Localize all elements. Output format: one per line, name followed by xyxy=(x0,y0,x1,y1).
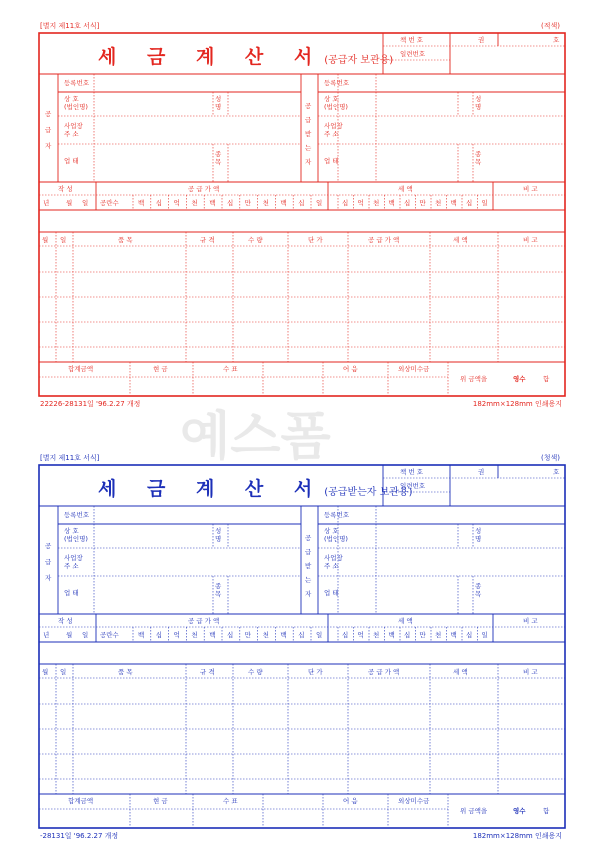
book-unit-label: 호 xyxy=(553,36,560,44)
invoice-grid xyxy=(38,32,566,397)
col-tax: 세 액 xyxy=(453,236,468,244)
business-label: 업 태 xyxy=(324,589,339,597)
digit-label: 십 xyxy=(298,199,305,207)
book-unit-label: 호 xyxy=(553,468,560,476)
remarks-label: 비 고 xyxy=(523,185,538,193)
digit-label: 만 xyxy=(244,199,252,207)
item-type-label: 종 xyxy=(475,582,482,590)
company-label: 상 호 xyxy=(324,527,339,535)
serial-number-label: 일련번호 xyxy=(400,482,426,490)
check-label: 수 표 xyxy=(223,797,238,805)
watermark-logo xyxy=(170,392,420,472)
col-price: 단 가 xyxy=(308,668,323,676)
address-label: 주 소 xyxy=(324,130,339,138)
reg-number-label: 등록번호 xyxy=(324,511,350,519)
digit-label: 십 xyxy=(155,199,163,207)
col-remarks: 비 고 xyxy=(523,668,538,676)
item-type-label: 목 xyxy=(475,590,482,598)
address-label: 주 소 xyxy=(324,562,339,570)
supplier-side-label: 공 xyxy=(45,542,52,550)
supplier-side-label: 급 xyxy=(45,126,52,134)
tax-label: 세 액 xyxy=(398,185,413,193)
col-supply: 공 급 가 액 xyxy=(368,668,400,676)
check-label: 수 표 xyxy=(223,365,238,373)
tax-digit-label: 천 xyxy=(435,199,442,207)
book-unit-label: 권 xyxy=(478,36,485,44)
receipt-prefix: 위 금액을 xyxy=(460,375,488,383)
tax-digit-label: 백 xyxy=(450,631,457,639)
digit-label: 백 xyxy=(138,199,145,207)
cash-label: 현 금 xyxy=(153,797,168,805)
receipt-word: 영수 xyxy=(513,375,526,383)
form-number: [별지 제11호 서식] xyxy=(40,454,100,462)
name-label: 성 xyxy=(215,527,222,535)
name-label: 명 xyxy=(215,535,222,543)
company-sub-label: (법인명) xyxy=(324,535,348,543)
digit-label: 억 xyxy=(173,199,180,207)
name-label: 명 xyxy=(475,103,482,111)
col-supply: 공 급 가 액 xyxy=(368,236,400,244)
digit-label: 백 xyxy=(209,631,216,639)
digit-label: 십 xyxy=(298,631,305,639)
blank-count-label: 공란수 xyxy=(100,631,119,639)
address-label: 사업장 xyxy=(64,554,83,562)
tax-digit-label: 십 xyxy=(342,631,349,639)
invoice-title: 세 금 계 산 서(공급자 보관용) xyxy=(98,46,394,68)
supply-value-label: 공 급 가 액 xyxy=(188,185,220,193)
tax-digit-label: 만 xyxy=(419,199,426,207)
col-day: 일 xyxy=(60,668,67,676)
tax-digit-label: 천 xyxy=(435,631,442,639)
tax-digit-label: 십 xyxy=(404,631,411,639)
receiver-side-label: 받 xyxy=(305,562,312,570)
digit-label: 일 xyxy=(316,631,323,639)
footer-left: 22226-28131일 '96.2.27 개정 xyxy=(40,400,141,408)
tax-digit-label: 천 xyxy=(373,631,380,639)
address-label: 사업장 xyxy=(324,122,343,130)
company-label: 상 호 xyxy=(324,95,339,103)
tax-digit-label: 일 xyxy=(481,631,488,639)
total-label: 합계금액 xyxy=(68,365,94,373)
digit-label: 백 xyxy=(209,199,216,207)
total-label: 합계금액 xyxy=(68,797,94,805)
tax-digit-label: 백 xyxy=(388,631,395,639)
receipt-prefix: 위 금액을 xyxy=(460,807,488,815)
col-item: 품 목 xyxy=(118,236,133,244)
digit-label: 백 xyxy=(280,199,287,207)
tax-digit-label: 백 xyxy=(450,199,457,207)
digit-label: 천 xyxy=(191,631,198,639)
supplier-side-label: 급 xyxy=(45,558,52,566)
digit-label: 일 xyxy=(316,199,323,207)
digit-label: 천 xyxy=(262,631,269,639)
col-qty: 수 량 xyxy=(248,236,263,244)
tax-digit-label: 일 xyxy=(481,199,488,207)
receiver-side-label: 받 xyxy=(305,130,312,138)
business-label: 업 태 xyxy=(64,589,79,597)
item-type-label: 종 xyxy=(215,582,222,590)
note-label: 어 음 xyxy=(343,365,358,373)
tax-label: 세 액 xyxy=(398,617,413,625)
supplier-side-label: 공 xyxy=(45,110,52,118)
tax-digit-label: 억 xyxy=(357,631,364,639)
footer-right: 182mm×128mm 인쇄용지 xyxy=(472,400,562,408)
receipt-word: 영수 xyxy=(513,807,526,815)
digit-label: 천 xyxy=(262,199,269,207)
month-label: 월 xyxy=(66,199,73,207)
receiver-side-label: 는 xyxy=(305,576,312,584)
col-qty: 수 량 xyxy=(248,668,263,676)
receiver-side-label: 공 xyxy=(305,102,312,110)
digit-label: 천 xyxy=(191,199,198,207)
invoice-title: 세 금 계 산 서(공급받는자 보관용) xyxy=(98,478,413,500)
company-sub-label: (법인명) xyxy=(324,103,348,111)
receiver-side-label: 자 xyxy=(305,158,312,166)
credit-label: 외상미수금 xyxy=(398,365,430,373)
name-label: 성 xyxy=(215,95,222,103)
digit-label: 만 xyxy=(244,631,252,639)
created-label: 작 성 xyxy=(58,185,73,193)
tax-digit-label: 억 xyxy=(357,199,364,207)
col-item: 품 목 xyxy=(118,668,133,676)
copy-marker: (적색) xyxy=(541,22,560,30)
col-spec: 규 격 xyxy=(200,668,215,676)
svg-text:예스폼: 예스폼 xyxy=(180,407,331,467)
col-day: 일 xyxy=(60,236,67,244)
company-label: 상 호 xyxy=(64,527,79,535)
footer-right: 182mm×128mm 인쇄용지 xyxy=(472,832,562,840)
receiver-side-label: 공 xyxy=(305,534,312,542)
tax-digit-label: 만 xyxy=(419,631,426,639)
digit-label: 십 xyxy=(227,199,234,207)
col-tax: 세 액 xyxy=(453,668,468,676)
supplier-side-label: 자 xyxy=(45,142,52,150)
receipt-suffix: 함 xyxy=(543,807,550,815)
digit-label: 백 xyxy=(138,631,145,639)
item-type-label: 목 xyxy=(215,590,222,598)
tax-digit-label: 십 xyxy=(404,199,411,207)
name-label: 명 xyxy=(475,535,482,543)
business-label: 업 태 xyxy=(64,157,79,165)
tax-digit-label: 십 xyxy=(342,199,349,207)
book-number-label: 책 번 호 xyxy=(400,468,423,476)
item-type-label: 목 xyxy=(475,158,482,166)
address-label: 사업장 xyxy=(64,122,83,130)
col-price: 단 가 xyxy=(308,236,323,244)
company-sub-label: (법인명) xyxy=(64,103,88,111)
col-month: 월 xyxy=(42,236,49,244)
supply-value-label: 공 급 가 액 xyxy=(188,617,220,625)
tax-digit-label: 천 xyxy=(373,199,380,207)
address-label: 주 소 xyxy=(64,130,79,138)
created-label: 작 성 xyxy=(58,617,73,625)
copy-marker: (청색) xyxy=(541,454,560,462)
item-type-label: 목 xyxy=(215,158,222,166)
item-type-label: 종 xyxy=(215,150,222,158)
digit-label: 억 xyxy=(173,631,180,639)
reg-number-label: 등록번호 xyxy=(64,79,90,87)
receipt-suffix: 함 xyxy=(543,375,550,383)
year-label: 년 xyxy=(43,199,50,207)
day-label: 일 xyxy=(82,199,89,207)
col-month: 월 xyxy=(42,668,49,676)
supplier-copy-form xyxy=(38,20,566,410)
name-label: 명 xyxy=(215,103,222,111)
address-label: 주 소 xyxy=(64,562,79,570)
col-remarks: 비 고 xyxy=(523,236,538,244)
supplier-side-label: 자 xyxy=(45,574,52,582)
cash-label: 현 금 xyxy=(153,365,168,373)
receiver-side-label: 급 xyxy=(305,548,312,556)
digit-label: 십 xyxy=(227,631,234,639)
name-label: 성 xyxy=(475,527,482,535)
receiver-copy-form xyxy=(38,452,566,842)
col-spec: 규 격 xyxy=(200,236,215,244)
address-label: 사업장 xyxy=(324,554,343,562)
footer-left: -28131일 '96.2.27 개정 xyxy=(40,832,119,840)
tax-digit-label: 백 xyxy=(388,199,395,207)
blank-count-label: 공란수 xyxy=(100,199,119,207)
book-unit-label: 권 xyxy=(478,468,485,476)
receiver-side-label: 자 xyxy=(305,590,312,598)
company-sub-label: (법인명) xyxy=(64,535,88,543)
company-label: 상 호 xyxy=(64,95,79,103)
reg-number-label: 등록번호 xyxy=(64,511,90,519)
year-label: 년 xyxy=(43,631,50,639)
reg-number-label: 등록번호 xyxy=(324,79,350,87)
remarks-label: 비 고 xyxy=(523,617,538,625)
name-label: 성 xyxy=(475,95,482,103)
day-label: 일 xyxy=(82,631,89,639)
book-number-label: 책 번 호 xyxy=(400,36,423,44)
month-label: 월 xyxy=(66,631,73,639)
credit-label: 외상미수금 xyxy=(398,797,430,805)
form-number: [별지 제11호 서식] xyxy=(40,22,100,30)
item-type-label: 종 xyxy=(475,150,482,158)
tax-digit-label: 십 xyxy=(466,199,473,207)
serial-number-label: 일련번호 xyxy=(400,50,426,58)
business-label: 업 태 xyxy=(324,157,339,165)
receiver-side-label: 는 xyxy=(305,144,312,152)
digit-label: 십 xyxy=(155,631,163,639)
tax-digit-label: 십 xyxy=(466,631,473,639)
note-label: 어 음 xyxy=(343,797,358,805)
receiver-side-label: 급 xyxy=(305,116,312,124)
invoice-grid xyxy=(38,464,566,829)
digit-label: 백 xyxy=(280,631,287,639)
